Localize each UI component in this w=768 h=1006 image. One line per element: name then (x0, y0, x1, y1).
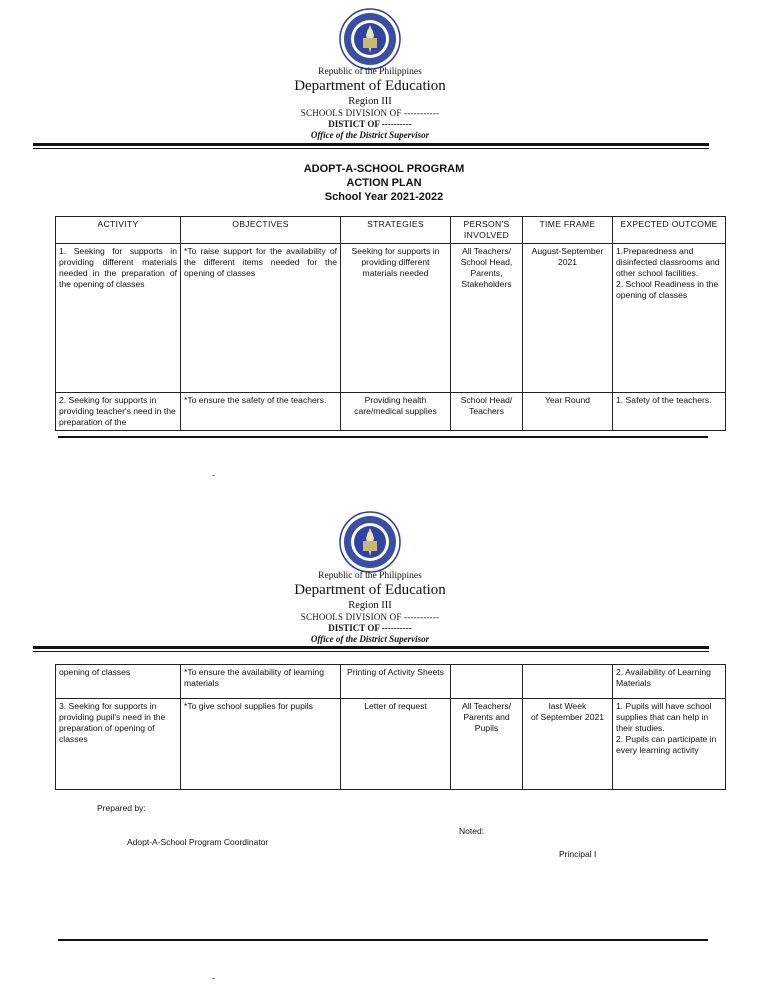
footer-mark: - (212, 973, 215, 983)
footer-mark: - (212, 470, 215, 480)
col-header-objectives: OBJECTIVES (181, 217, 341, 244)
cell-outcome (613, 665, 726, 699)
page-1 (0, 0, 768, 490)
republic-line: Republic of the Philippines (318, 67, 422, 77)
header-rule-thin (33, 651, 709, 652)
division-line: SCHOOLS DIVISION OF ----------- (300, 612, 440, 622)
cell-persons: All Teachers/ Parents and Pupils (451, 699, 523, 790)
letterhead (0, 66, 740, 141)
cell-activity: 1. Seeking for supports in providing different materials needed in the preparation of the opening of classes (56, 244, 181, 393)
region-line: Region III (348, 600, 392, 611)
action-plan-table-continued (55, 664, 726, 790)
office-line: Office of the District Supervisor (310, 634, 430, 644)
cell-time-frame (523, 699, 613, 790)
time-frame-line: of September 2021 (530, 712, 605, 722)
header-rule-thin (33, 148, 709, 149)
office-line: Office of the District Supervisor (310, 130, 430, 140)
col-header-activity: ACTIVITY (56, 217, 181, 244)
noted-label: Noted: (459, 826, 485, 836)
table-row (56, 665, 726, 699)
title-line-3: School Year 2021-2022 (324, 191, 444, 203)
title-line-1: ADOPT-A-SCHOOL PROGRAM (303, 163, 465, 175)
cell-objectives: *To ensure the safety of the teachers. (181, 393, 341, 431)
region-line: Region III (348, 96, 392, 107)
department-line: Department of Education (294, 78, 446, 94)
footer-rule (58, 939, 708, 941)
cell-objectives: *To give school supplies for pupils (181, 699, 341, 790)
cell-strategies: Letter of request (341, 699, 451, 790)
district-line: DISTICT OF ---------- (328, 623, 412, 633)
cell-objectives: *To ensure the availability of learning materials (181, 665, 341, 699)
republic-line: Republic of the Philippines (318, 571, 422, 581)
cell-activity: 2. Seeking for supports in providing teacher's need in the preparation of the (56, 393, 181, 431)
outcome-item: 1. Pupils will have school supplies that can help in their studies. (616, 701, 712, 733)
department-line: Department of Education (294, 582, 446, 598)
letterhead (0, 570, 740, 645)
table-row (56, 393, 726, 431)
cell-time-frame: Year Round (523, 393, 613, 431)
cell-persons: School Head/ Teachers (451, 393, 523, 431)
cell-strategies: Printing of Activity Sheets (341, 665, 451, 699)
cell-time-frame: August-September 2021 (523, 244, 613, 393)
cell-persons: All Teachers/ School Head, Parents, Stakeholders (451, 244, 523, 393)
title-line-2: ACTION PLAN (346, 177, 422, 189)
outcome-item: 2. School Readiness in the opening of classes (616, 279, 719, 300)
outcome-item: 1.Preparedness and disinfected classrooms and other school facilities. (616, 246, 720, 278)
division-line: SCHOOLS DIVISION OF ----------- (300, 108, 440, 118)
cell-strategies: Seeking for supports in providing different materials needed (341, 244, 451, 393)
coordinator-title: Adopt-A-School Program Coordinator (127, 837, 269, 847)
table-row (56, 699, 726, 790)
deped-seal-logo (339, 8, 401, 70)
footer-rule (58, 436, 708, 438)
outcome-item: 2. Availability of Learning Materials (616, 667, 711, 688)
cell-activity: 3. Seeking for supports in providing pupil's need in the preparation of opening of classes (56, 699, 181, 790)
time-frame-line: last Week (548, 701, 587, 711)
header-rule (33, 646, 709, 649)
prepared-by-label: Prepared by: (97, 803, 146, 813)
col-header-time-frame: TIME FRAME (523, 217, 613, 244)
col-header-strategies: STRATEGIES (341, 217, 451, 244)
district-line: DISTICT OF ---------- (328, 119, 412, 129)
outcome-item: 2. Pupils can participate in every learning activity (616, 734, 717, 755)
header-rule (33, 143, 709, 146)
cell-activity: opening of classes (56, 665, 181, 699)
cell-outcome (613, 699, 726, 790)
page-2 (0, 503, 768, 1006)
table-row (56, 244, 726, 393)
deped-seal-logo (339, 511, 401, 573)
col-header-outcome: EXPECTED OUTCOME (613, 217, 726, 244)
cell-persons (451, 665, 523, 699)
cell-strategies: Providing health care/medical supplies (341, 393, 451, 431)
principal-title: Principal I (559, 849, 597, 859)
cell-time-frame (523, 665, 613, 699)
cell-outcome: 1. Safety of the teachers. (613, 393, 726, 431)
action-plan-table (55, 216, 726, 431)
cell-outcome (613, 244, 726, 393)
cell-objectives: *To raise support for the availability of the different items needed for the opening of classes (181, 244, 341, 393)
col-header-persons: PERSON'S INVOLVED (451, 217, 523, 244)
